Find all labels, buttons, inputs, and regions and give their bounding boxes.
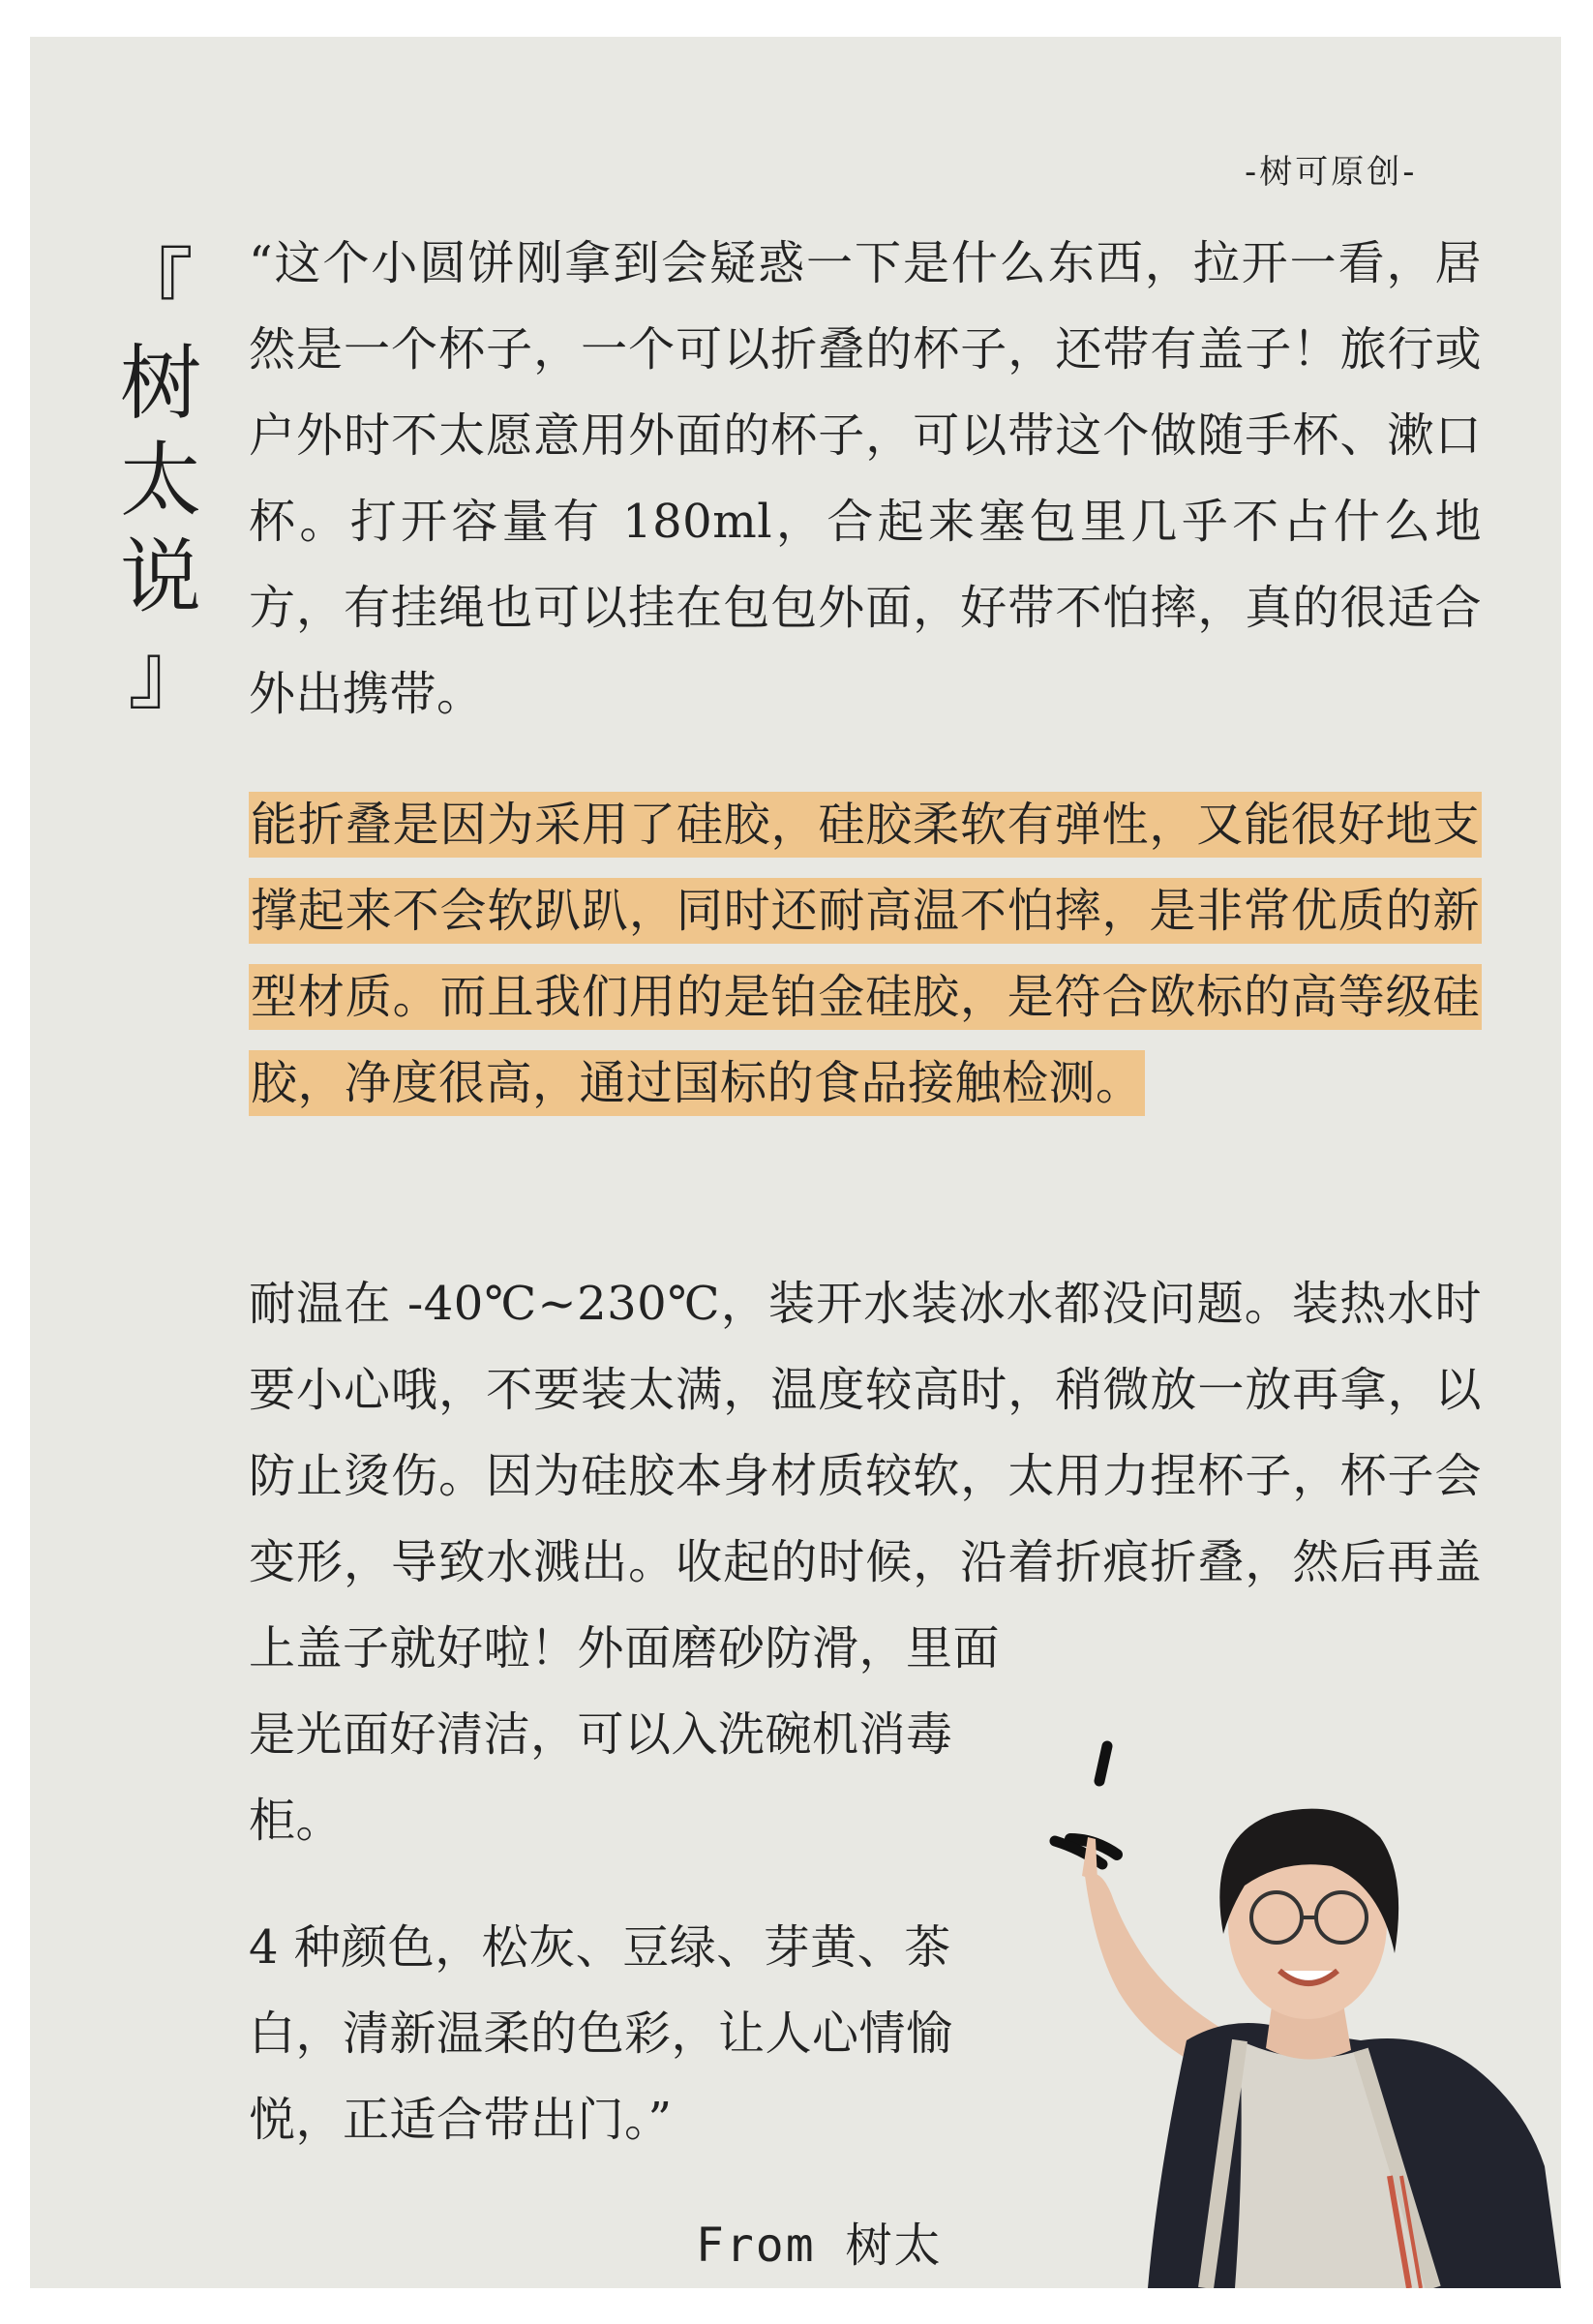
signature: From 树太 [696, 2218, 943, 2273]
paragraph-usage-main: 耐温在 -40℃~230℃，装开水装冰水都没问题。装热水时要小心哦，不要装太满，温度较高时，稍微放一放再拿，以防止烫伤。因为硅胶本身材质较软，太用力捏杯子，杯子会变形，导致水溅出。收起的时候，沿着折痕折叠，然后再盖上盖子就好啦！外面磨砂防滑，里面 [249, 1277, 1482, 1675]
document-card [30, 37, 1561, 2288]
paragraph-intro: “这个小圆饼刚拿到会疑惑一下是什么东西，拉开一看，居然是一个杯子，一个可以折叠的杯子，还带有盖子！旅行或户外时不太愿意用外面的杯子，可以带这个做随手杯、漱口杯。打开容量有 180ml，合起来塞包里几乎不占什么地方，有挂绳也可以挂在包包外面，好带不怕摔，真的很适合外出携带。 [249, 236, 1482, 721]
vertical-title [107, 238, 214, 722]
person-pointing-photo [1041, 1721, 1561, 2288]
title-char-1: 树 [119, 336, 201, 431]
original-mark: -树可原创- [1245, 153, 1418, 192]
title-char-3: 说 [119, 529, 201, 624]
paragraph-usage-tail: 是光面好清洁，可以入洗碗机消毒柜。 [249, 1707, 953, 1848]
title-bracket-close: 』 [127, 626, 209, 721]
title-bracket-open: 『 [111, 239, 194, 334]
title-char-2: 太 [119, 433, 201, 528]
paragraph-colors: 4 种颜色，松灰、豆绿、芽黄、茶白，清新温柔的色彩，让人心情愉悦，正适合带出门。” [249, 1920, 953, 2147]
paragraph-material [249, 782, 1482, 1127]
highlighted-text: 能折叠是因为采用了硅胶，硅胶柔软有弹性，又能很好地支撑起来不会软趴趴，同时还耐高温不怕摔，是非常优质的新型材质。而且我们用的是铂金硅胶，是符合欧标的高等级硅胶，净度很高，通过国标的食品接触检测。 [249, 792, 1482, 1116]
